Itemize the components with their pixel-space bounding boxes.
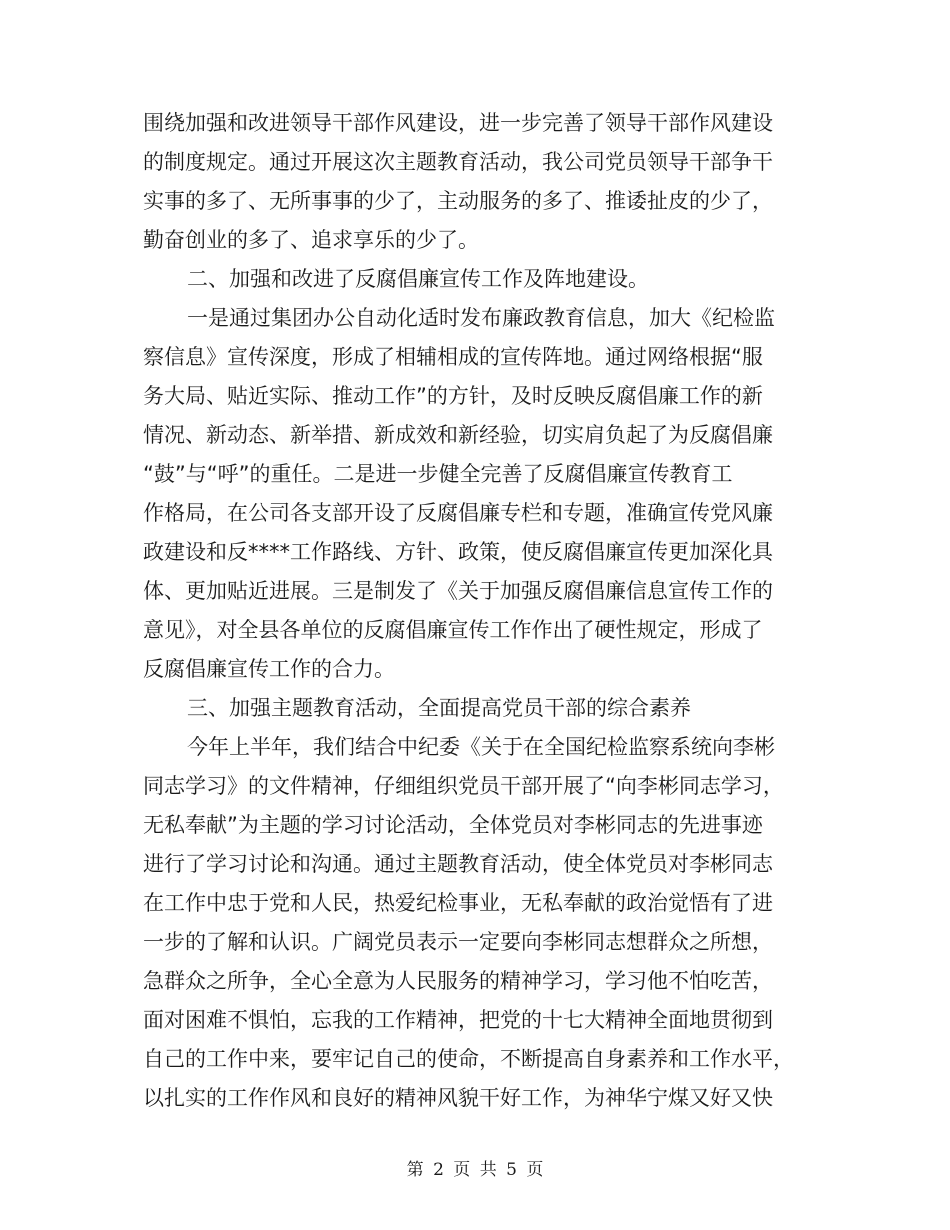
text-line: 察信息》宣传深度，形成了相辅相成的宣传阵地。通过网络根据“服 bbox=[143, 345, 763, 369]
text-line: 同志学习》的文件精神，仔细组织党员干部开展了“向李彬同志学习， bbox=[143, 774, 784, 798]
text-line: 面对困难不惧怕，忘我的工作精神，把党的十七大精神全面地贯彻到 bbox=[143, 1008, 773, 1032]
text-line: 勤奋创业的多了、追求享乐的少了。 bbox=[143, 228, 479, 252]
text-line: 急群众之所争，全心全意为人民服务的精神学习，学习他不怕吃苦， bbox=[143, 969, 773, 993]
text-line: 二、加强和改进了反腐倡廉宣传工作及阵地建设。 bbox=[187, 267, 649, 291]
text-line: 自己的工作中来，要牢记自己的使命，不断提高自身素养和工作水平， bbox=[143, 1047, 794, 1071]
document-body bbox=[143, 104, 815, 1118]
text-line: 无私奉献”为主题的学习讨论活动，全体党员对李彬同志的先进事迹 bbox=[143, 813, 763, 837]
text-line: 务大局、贴近实际、推动工作”的方针，及时反映反腐倡廉工作的新 bbox=[143, 384, 763, 408]
text-line: 实事的多了、无所事事的少了，主动服务的多了、推诿扯皮的少了， bbox=[143, 189, 773, 213]
text-line: 意见》，对全县各单位的反腐倡廉宣传工作作出了硬性规定，形成了 bbox=[143, 618, 763, 642]
text-line: 今年上半年，我们结合中纪委《关于在全国纪检监察系统向李彬 bbox=[187, 735, 775, 759]
text-line: 进行了学习讨论和沟通。通过主题教育活动，使全体党员对李彬同志 bbox=[143, 852, 773, 876]
text-line: 在工作中忠于党和人民，热爱纪检事业，无私奉献的政治觉悟有了进 bbox=[143, 891, 773, 915]
text-line: 的制度规定。通过开展这次主题教育活动，我公司党员领导干部争干 bbox=[143, 150, 773, 174]
text-line: “鼓”与“呼”的重任。二是进一步健全完善了反腐倡廉宣传教育工 bbox=[143, 462, 733, 486]
text-line: 反腐倡廉宣传工作的合力。 bbox=[143, 657, 395, 681]
text-line: 体、更加贴近进展。三是制发了《关于加强反腐倡廉信息宣传工作的 bbox=[143, 579, 773, 603]
page-number-footer: 第 2 页 共 5 页 bbox=[406, 1160, 544, 1180]
text-line: 三、加强主题教育活动，全面提高党员干部的综合素养 bbox=[187, 696, 691, 720]
text-line: 政建设和反****工作路线、方针、政策，使反腐倡廉宣传更加深化具 bbox=[143, 540, 773, 564]
text-line: 作格局，在公司各支部开设了反腐倡廉专栏和专题，准确宣传党风廉 bbox=[143, 501, 773, 525]
text-line: 以扎实的工作作风和良好的精神风貌干好工作，为神华宁煤又好又快 bbox=[143, 1086, 773, 1110]
text-line: 围绕加强和改进领导干部作风建设，进一步完善了领导干部作风建设 bbox=[143, 111, 773, 135]
text-line: 一步的了解和认识。广阔党员表示一定要向李彬同志想群众之所想， bbox=[143, 930, 773, 954]
text-line: 情况、新动态、新举措、新成效和新经验，切实肩负起了为反腐倡廉 bbox=[143, 423, 773, 447]
text-line: 一是通过集团办公自动化适时发布廉政教育信息，加大《纪检监 bbox=[187, 306, 775, 330]
